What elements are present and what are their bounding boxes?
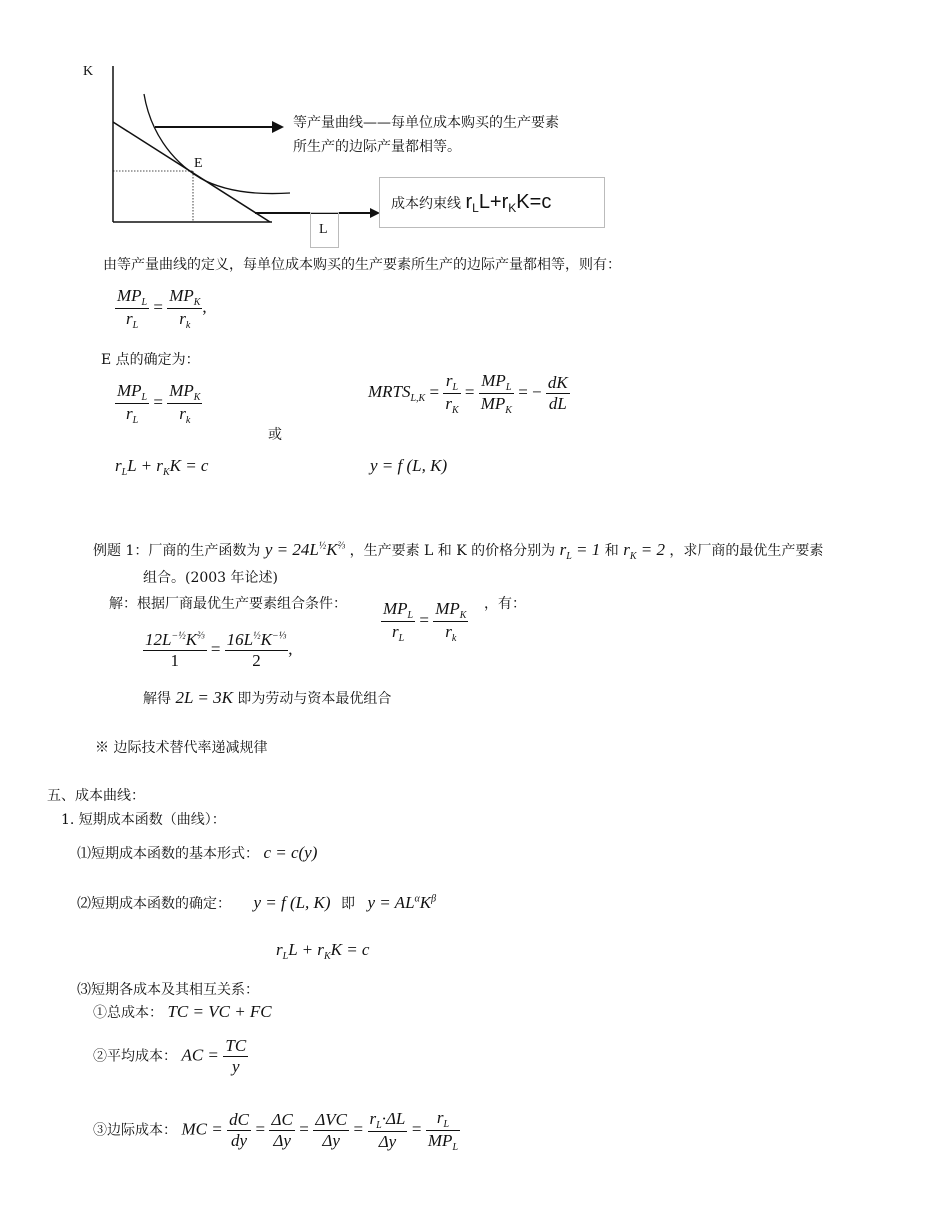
ac-line: ②平均成本： AC = $\frac{TC}{y}$ — [93, 1036, 247, 1076]
example-line-2: 组合。(2003 年论述) — [143, 570, 279, 586]
s1-2-text: ⑵短期成本函数的确定： — [77, 896, 231, 912]
isoquant-note-2: 所生产的边际产量都相等。 — [293, 139, 461, 155]
law-text: ※ 边际技术替代率递减规律 — [95, 740, 268, 756]
formula-solve: $\frac{12L^{-\frac{1}{2}}K^{\frac{2}{3}}}{1}$ = $\frac{16L^{\frac{1}{2}}K^{-\frac{1}{3}}}{2}$ , — [145, 630, 293, 670]
formula-budget-1: $r_LL + r_KK = c$ — [115, 456, 209, 478]
constraint-label — [391, 191, 551, 215]
formula-mp-ratio-3: $\frac{MP_L}{r_L}$ = $\frac{MP_K}{r_k}$ — [383, 599, 467, 644]
or-text: 或 — [268, 427, 282, 443]
e-point-text: E 点的确定为： — [101, 352, 200, 368]
isoquant-note-1: 等产量曲线——每单位成本购买的生产要素 — [293, 115, 559, 131]
point-e-label: E — [194, 156, 203, 171]
example-text-a: 例题 1：厂商的生产函数为 — [93, 543, 261, 559]
formula-mp-ratio-2: $\frac{MP_L}{r_L}$ = $\frac{MP_K}{r_k}$ — [117, 381, 201, 426]
budget-line — [113, 122, 270, 222]
s1-3-text: ⑶短期各成本及其相互关系： — [77, 982, 259, 998]
solved-line: 解得 2L = 3K 即为劳动与资本最优组合 — [143, 688, 392, 707]
section-1-title: 1. 短期成本函数（曲线）： — [61, 812, 226, 828]
formula-production-fn: y = f (L, K) — [370, 456, 448, 475]
constraint-formula: $r_LL+r_KK=c$ — [465, 191, 552, 215]
solution-text: 解：根据厂商最优生产要素组合条件： — [109, 596, 347, 612]
tc-line: ①总成本： TC = VC + FC — [93, 1002, 272, 1021]
tc-text: ①总成本： — [93, 1005, 163, 1021]
isoquant-curve — [144, 94, 290, 194]
example-line-1: 例题 1：厂商的生产函数为 $y = 24L^{\frac{1}{2}}K^{\frac{2}{3}}$ ，生产要素 L 和 K 的价格分别为 $r_L = 1$ 和 $r_K = 2$ ，求厂商的最优生产要素 — [93, 540, 824, 562]
axis-k-label: K — [83, 64, 94, 79]
solved-text-a: 解得 — [143, 691, 171, 707]
formula-mp-ratio-1: $\frac{MP_L}{r_L}$ = $\frac{MP_K}{r_k}$ , — [117, 286, 207, 331]
example-fn: $y = 24L^{\frac{1}{2}}K^{\frac{2}{3}}$ — [264, 540, 346, 559]
s1-1-text: ⑴短期成本函数的基本形式： — [77, 846, 259, 862]
ac-text: ②平均成本： — [93, 1048, 177, 1065]
section-5-title: 五、成本曲线： — [47, 788, 145, 804]
example-text-c: 和 — [604, 543, 619, 559]
s1-2-ji: 即 — [341, 896, 356, 912]
solved-text-b: 即为劳动与资本最优组合 — [237, 691, 392, 707]
axis-l-label: L — [319, 222, 328, 237]
formula-mrts: $MRTS_{L,K}$ = $\frac{r_L}{r_K}$ = $\frac{MP_L}{MP_K}$ = − $\frac{dK}{dL}$ — [368, 371, 568, 416]
formula-budget-2: $r_LL + r_KK = c$ — [276, 940, 370, 962]
example-text-b: ，生产要素 L 和 K 的价格分别为 — [349, 543, 556, 559]
s1-1-line: ⑴短期成本函数的基本形式： c = c(y) — [77, 843, 318, 862]
solution-have: ，有： — [484, 596, 526, 612]
mc-text: ③边际成本： — [93, 1122, 177, 1139]
intro-text: 由等产量曲线的定义，每单位成本购买的生产要素所生产的边际产量都相等，则有： — [103, 257, 621, 273]
constraint-text: 成本约束线 — [391, 196, 461, 212]
s1-2-line: ⑵短期成本函数的确定： y = f (L, K) 即 $y = AL^\alpha K^\beta$ — [77, 893, 437, 912]
mc-line: ③边际成本： MC = $\frac{dC}{dy}$ = $\frac{\Delta C}{\Delta y}$ = $\frac{\text{ΔVC}}{\Delta y}$ = $\frac{r_L\cdot\Delta L}{\Delta y}$ = $\frac{r_L}{MP_L}$ — [93, 1108, 458, 1153]
example-text-d: ，求厂商的最优生产要素 — [669, 543, 824, 559]
